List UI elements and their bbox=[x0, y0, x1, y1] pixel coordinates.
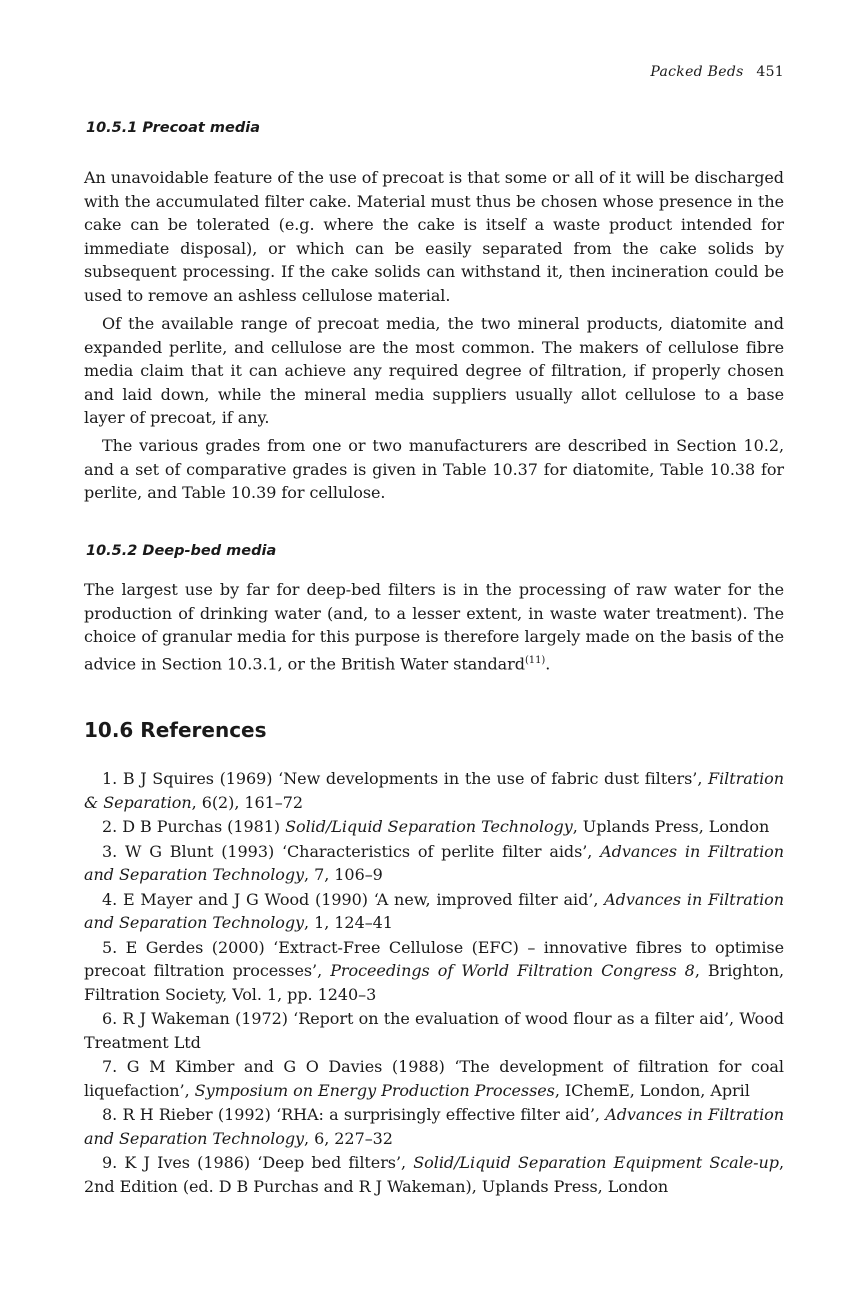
references-list bbox=[84, 767, 784, 1199]
reference-title: Advances in Filtration and Separation Technology bbox=[84, 841, 784, 884]
reference-title: Advances in Filtration and Separation Technology bbox=[84, 1105, 784, 1148]
reference-item bbox=[84, 1055, 784, 1102]
paragraph-precoat-1: An unavoidable feature of the use of precoat is that some or all of it will be discharged with the accumulated filter cake. Material must thus be chosen whose presence in the cake can be tolerated (e.g. where the cake is itself a waste product intended for immediate disposal), or which can be easily separated from the cake solids by subsequent processing. If the cake solids can withstand it, then incineration could be used to remove an ashless cellulose material. bbox=[84, 168, 784, 305]
page-number: 451 bbox=[756, 64, 784, 80]
reference-detail: , 1, 124–41 bbox=[304, 913, 393, 932]
reference-text: 2. D B Purchas (1981) bbox=[102, 817, 286, 836]
running-head bbox=[650, 64, 784, 80]
reference-item bbox=[84, 840, 784, 887]
reference-detail: , 7, 106–9 bbox=[304, 865, 383, 884]
subsection-heading-deep-bed: 10.5.2 Deep-bed media bbox=[86, 543, 277, 559]
reference-text: 7. G M Kimber and G O Davies (1988) ‘The development of filtration for coal liquefaction’, bbox=[84, 1057, 784, 1100]
reference-detail: , 2nd Edition (ed. D B Purchas and R J Wakeman), Uplands Press, London bbox=[84, 1153, 784, 1196]
reference-title: Solid/Liquid Separation Equipment Scale-up bbox=[413, 1153, 779, 1172]
reference-detail: , IChemE, London, April bbox=[554, 1080, 750, 1100]
reference-item bbox=[84, 767, 784, 814]
running-head-title: Packed Beds bbox=[650, 64, 744, 80]
reference-item bbox=[84, 1103, 784, 1150]
reference-text: 1. B J Squires (1969) ‘New developments in the use of fabric dust filters’, bbox=[102, 769, 709, 788]
reference-text: 3. W G Blunt (1993) ‘Characteristics of perlite filter aids’, bbox=[102, 841, 601, 861]
reference-text: 4. E Mayer and J G Wood (1990) ‘A new, improved filter aid’, bbox=[102, 889, 605, 909]
reference-text: 8. R H Rieber (1992) ‘RHA: a surprisingly effective filter aid’, bbox=[102, 1105, 606, 1124]
subsection-heading-precoat: 10.5.1 Precoat media bbox=[86, 120, 260, 136]
citation-superscript: (11) bbox=[524, 654, 546, 666]
reference-item bbox=[84, 936, 784, 1007]
paragraph-precoat-2: Of the available range of precoat media, the two mineral products, diatomite and expanded perlite, and cellulose are the most common. The makers of cellulose fibre media claim that it can achieve any required degree of filtration, if properly chosen and laid down, while the mineral media suppliers usually allot cellulose to a base layer of precoat, if any. bbox=[84, 314, 784, 427]
reference-title: Symposium on Energy Production Processes bbox=[194, 1080, 555, 1100]
reference-detail: , Brighton, Filtration Society, Vol. 1, pp. 1240–3 bbox=[84, 961, 784, 1004]
paragraph-deep-bed-1 bbox=[84, 578, 784, 675]
reference-text: 6. R J Wakeman (1972) ‘Report on the evaluation of wood flour as a filter aid’, Wood Treatment Ltd bbox=[84, 1009, 784, 1052]
reference-item bbox=[84, 1007, 784, 1054]
reference-title: Proceedings of World Filtration Congress 8 bbox=[330, 961, 695, 980]
reference-item bbox=[84, 1151, 784, 1198]
reference-detail: , Uplands Press, London bbox=[572, 817, 770, 836]
reference-title: Solid/Liquid Separation Technology bbox=[285, 817, 573, 836]
deep-bed-text-end: . bbox=[545, 653, 551, 673]
paragraph-precoat-3: The various grades from one or two manufacturers are described in Section 10.2, and a set of comparative grades is given in Table 10.37 for diatomite, Table 10.38 for perlite, and Table 10.39 for cellulose. bbox=[84, 436, 784, 502]
reference-title: Advances in Filtration and Separation Technology bbox=[84, 889, 784, 932]
reference-item bbox=[84, 888, 784, 935]
section-heading-references: 10.6 References bbox=[84, 718, 267, 742]
reference-detail: , 6(2), 161–72 bbox=[191, 792, 304, 812]
reference-detail: , 6, 227–32 bbox=[304, 1128, 393, 1148]
deep-bed-text: The largest use by far for deep-bed filters is in the processing of raw water for the production of drinking water (and, to a lesser extent, in waste water treatment). The choice of granular media for this purpose is therefore largely made on the basis of the advice in Section 10.3.1, or the British Water standard bbox=[84, 580, 784, 673]
reference-text: 5. E Gerdes (2000) ‘Extract-Free Cellulose (EFC) – innovative fibres to optimise precoat filtration processes’, bbox=[84, 937, 784, 980]
reference-text: 9. K J Ives (1986) ‘Deep bed filters’, bbox=[102, 1153, 414, 1172]
reference-item bbox=[84, 815, 784, 839]
reference-title: Filtration & Separation bbox=[84, 769, 784, 812]
